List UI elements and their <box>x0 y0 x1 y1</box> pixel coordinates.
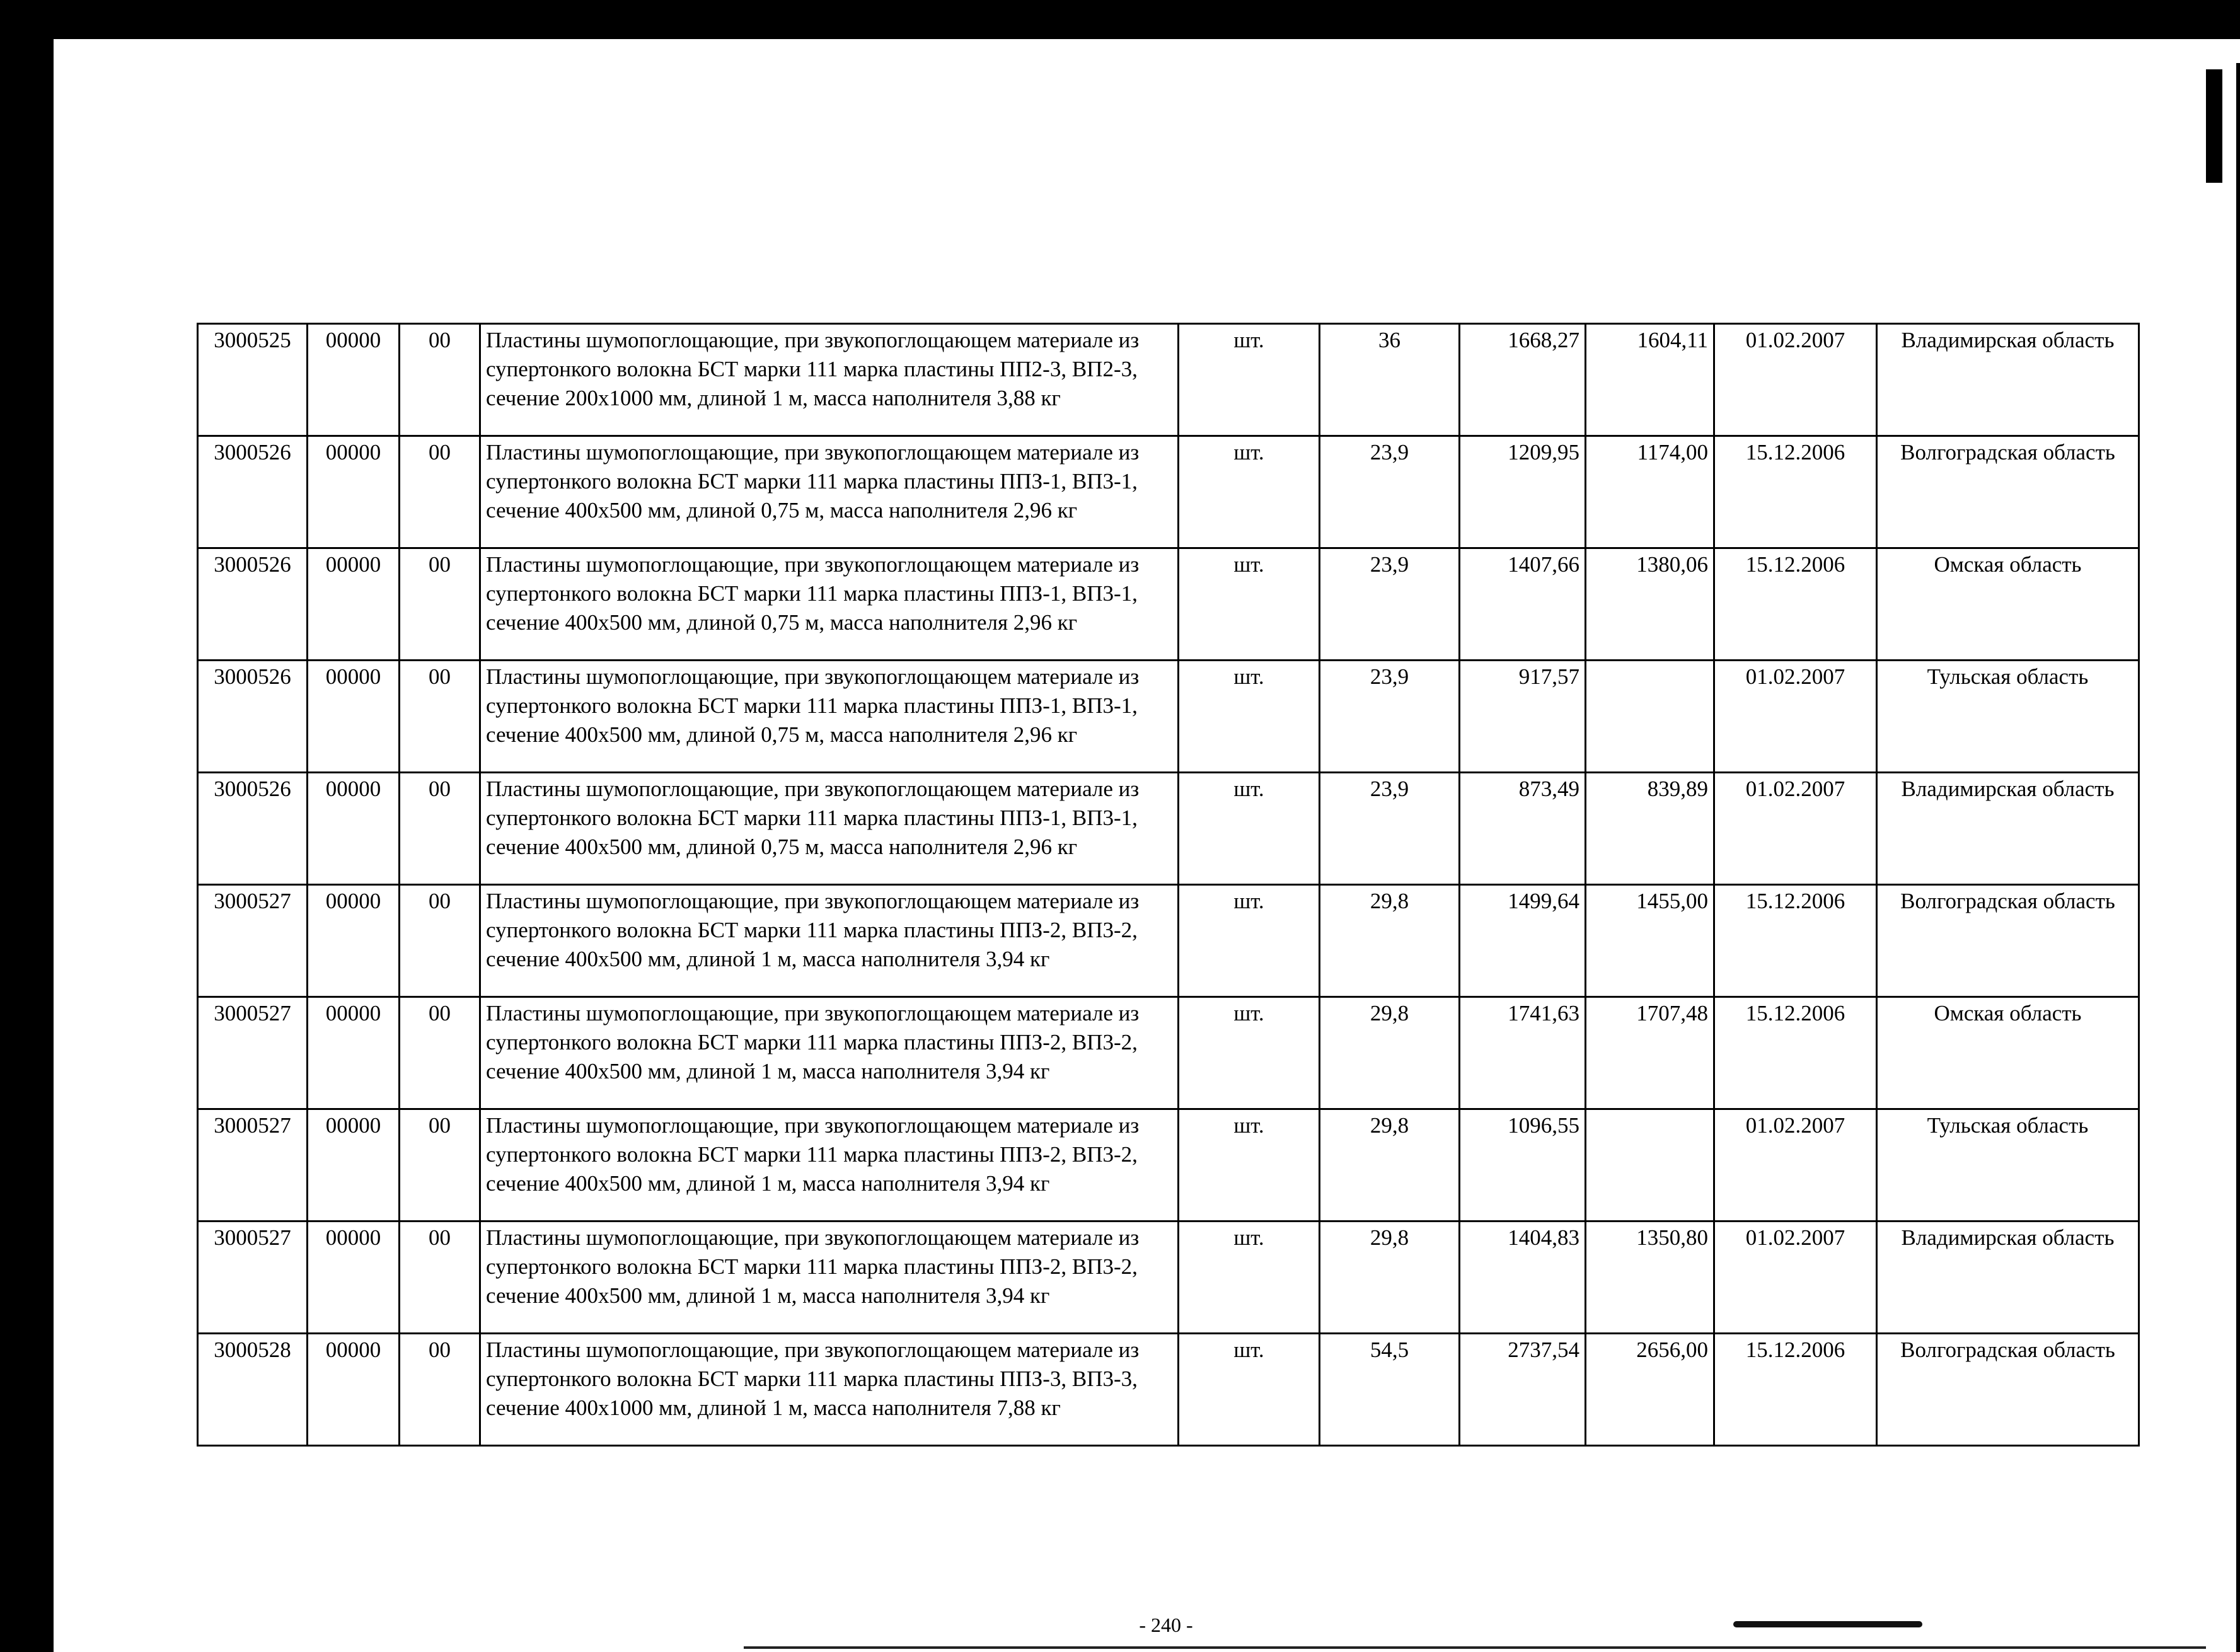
cell-price-1: 1741,63 <box>1460 997 1586 1109</box>
cell-mass: 23,9 <box>1320 548 1460 661</box>
cell-date: 15.12.2006 <box>1714 436 1877 548</box>
cell-unit: шт. <box>1179 1334 1320 1446</box>
scan-left-border <box>0 0 54 1652</box>
cell-mass: 29,8 <box>1320 1222 1460 1334</box>
cell-date: 01.02.2007 <box>1714 324 1877 436</box>
cell-group: 00000 <box>308 1222 400 1334</box>
cell-mass: 23,9 <box>1320 436 1460 548</box>
cell-subgroup: 00 <box>400 661 480 773</box>
cell-unit: шт. <box>1179 661 1320 773</box>
cell-name: Пластины шумопоглощающие, при звукопоглощающем материале из супертонкого волокна БСТ марки 111 марка пластины ППЗ-1, ВП3-1, сечение 400х500 мм, длиной 0,75 м, масса наполнителя 2,96 кг <box>480 661 1179 773</box>
cell-subgroup: 00 <box>400 997 480 1109</box>
cell-subgroup: 00 <box>400 324 480 436</box>
cell-price-2 <box>1586 661 1714 773</box>
table-row <box>198 1109 2139 1222</box>
cell-mass: 29,8 <box>1320 1109 1460 1222</box>
page-number: - 240 - <box>1139 1614 1193 1636</box>
cell-date: 01.02.2007 <box>1714 1109 1877 1222</box>
cell-name: Пластины шумопоглощающие, при звукопоглощающем материале из супертонкого волокна БСТ марки 111 марка пластины ППЗ-1, ВП3-1, сечение 400х500 мм, длиной 0,75 м, масса наполнителя 2,96 кг <box>480 436 1179 548</box>
cell-group: 00000 <box>308 773 400 885</box>
cell-code: 3000526 <box>198 548 308 661</box>
cell-region: Омская область <box>1877 997 2139 1109</box>
table-row <box>198 1222 2139 1334</box>
cell-region: Владимирская область <box>1877 324 2139 436</box>
cell-name: Пластины шумопоглощающие, при звукопоглощающем материале из супертонкого волокна БСТ марки 111 марка пластины ППЗ-2, ВП3-2, сечение 400х500 мм, длиной 1 м, масса наполнителя 3,94 кг <box>480 997 1179 1109</box>
cell-unit: шт. <box>1179 548 1320 661</box>
cell-region: Волгоградская область <box>1877 1334 2139 1446</box>
table-body <box>198 324 2139 1446</box>
scan-stamp-mark <box>1733 1621 1922 1627</box>
cell-name: Пластины шумопоглощающие, при звукопоглощающем материале из супертонкого волокна БСТ марки 111 марка пластины ППЗ-2, ВП3-2, сечение 400х500 мм, длиной 1 м, масса наполнителя 3,94 кг <box>480 1222 1179 1334</box>
scan-right-edge <box>2236 63 2240 1652</box>
scan-top-border <box>0 0 2240 39</box>
cell-name: Пластины шумопоглощающие, при звукопоглощающем материале из супертонкого волокна БСТ марки 111 марка пластины ППЗ-1, ВП3-1, сечение 400х500 мм, длиной 0,75 м, масса наполнителя 2,96 кг <box>480 773 1179 885</box>
table-row <box>198 1334 2139 1446</box>
cell-region: Тульская область <box>1877 661 2139 773</box>
cell-date: 01.02.2007 <box>1714 661 1877 773</box>
cell-region: Волгоградская область <box>1877 436 2139 548</box>
cell-price-2: 1455,00 <box>1586 885 1714 997</box>
cell-code: 3000527 <box>198 885 308 997</box>
cell-price-2: 1707,48 <box>1586 997 1714 1109</box>
cell-code: 3000526 <box>198 773 308 885</box>
cell-price-1: 2737,54 <box>1460 1334 1586 1446</box>
cell-price-2: 2656,00 <box>1586 1334 1714 1446</box>
cell-group: 00000 <box>308 324 400 436</box>
price-table <box>197 323 2140 1447</box>
cell-region: Омская область <box>1877 548 2139 661</box>
cell-date: 15.12.2006 <box>1714 885 1877 997</box>
cell-date: 01.02.2007 <box>1714 773 1877 885</box>
cell-code: 3000526 <box>198 661 308 773</box>
cell-unit: шт. <box>1179 997 1320 1109</box>
cell-region: Владимирская область <box>1877 773 2139 885</box>
cell-mass: 36 <box>1320 324 1460 436</box>
cell-name: Пластины шумопоглощающие, при звукопоглощающем материале из супертонкого волокна БСТ марки 111 марка пластины ППЗ-2, ВП3-2, сечение 400х500 мм, длиной 1 м, масса наполнителя 3,94 кг <box>480 885 1179 997</box>
cell-group: 00000 <box>308 548 400 661</box>
cell-region: Тульская область <box>1877 1109 2139 1222</box>
cell-mass: 23,9 <box>1320 773 1460 885</box>
cell-group: 00000 <box>308 997 400 1109</box>
cell-mass: 29,8 <box>1320 997 1460 1109</box>
cell-unit: шт. <box>1179 773 1320 885</box>
cell-price-2: 1350,80 <box>1586 1222 1714 1334</box>
table-row <box>198 997 2139 1109</box>
cell-name: Пластины шумопоглощающие, при звукопоглощающем материале из супертонкого волокна БСТ марки 111 марка пластины ППЗ-3, ВП3-3, сечение 400х1000 мм, длиной 1 м, масса наполнителя 7,88 кг <box>480 1334 1179 1446</box>
cell-region: Волгоградская область <box>1877 885 2139 997</box>
cell-price-2: 1604,11 <box>1586 324 1714 436</box>
cell-date: 01.02.2007 <box>1714 1222 1877 1334</box>
cell-price-1: 1096,55 <box>1460 1109 1586 1222</box>
cell-code: 3000527 <box>198 997 308 1109</box>
cell-name: Пластины шумопоглощающие, при звукопоглощающем материале из супертонкого волокна БСТ марки 111 марка пластины ППЗ-2, ВП3-2, сечение 400х500 мм, длиной 1 м, масса наполнителя 3,94 кг <box>480 1109 1179 1222</box>
cell-date: 15.12.2006 <box>1714 1334 1877 1446</box>
cell-subgroup: 00 <box>400 885 480 997</box>
cell-subgroup: 00 <box>400 1334 480 1446</box>
cell-price-2: 1174,00 <box>1586 436 1714 548</box>
cell-code: 3000528 <box>198 1334 308 1446</box>
cell-price-1: 1407,66 <box>1460 548 1586 661</box>
cell-price-1: 1209,95 <box>1460 436 1586 548</box>
cell-unit: шт. <box>1179 1222 1320 1334</box>
cell-unit: шт. <box>1179 436 1320 548</box>
cell-date: 15.12.2006 <box>1714 548 1877 661</box>
cell-price-1: 873,49 <box>1460 773 1586 885</box>
cell-name: Пластины шумопоглощающие, при звукопоглощающем материале из супертонкого волокна БСТ марки 111 марка пластины ПП2-3, ВП2-3, сечение 200х1000 мм, длиной 1 м, масса наполнителя 3,88 кг <box>480 324 1179 436</box>
cell-subgroup: 00 <box>400 1109 480 1222</box>
cell-group: 00000 <box>308 661 400 773</box>
cell-price-2: 1380,06 <box>1586 548 1714 661</box>
cell-price-2 <box>1586 1109 1714 1222</box>
cell-subgroup: 00 <box>400 436 480 548</box>
table-row <box>198 324 2139 436</box>
cell-price-1: 917,57 <box>1460 661 1586 773</box>
cell-unit: шт. <box>1179 324 1320 436</box>
cell-mass: 23,9 <box>1320 661 1460 773</box>
cell-code: 3000527 <box>198 1109 308 1222</box>
cell-region: Владимирская область <box>1877 1222 2139 1334</box>
cell-price-1: 1668,27 <box>1460 324 1586 436</box>
cell-mass: 54,5 <box>1320 1334 1460 1446</box>
cell-code: 3000527 <box>198 1222 308 1334</box>
cell-price-1: 1404,83 <box>1460 1222 1586 1334</box>
cell-group: 00000 <box>308 1109 400 1222</box>
cell-group: 00000 <box>308 885 400 997</box>
cell-price-2: 839,89 <box>1586 773 1714 885</box>
cell-price-1: 1499,64 <box>1460 885 1586 997</box>
cell-mass: 29,8 <box>1320 885 1460 997</box>
cell-subgroup: 00 <box>400 1222 480 1334</box>
table-row <box>198 548 2139 661</box>
scan-right-mark <box>2206 69 2222 183</box>
table-row <box>198 436 2139 548</box>
cell-code: 3000525 <box>198 324 308 436</box>
table-row <box>198 661 2139 773</box>
table-row <box>198 885 2139 997</box>
cell-date: 15.12.2006 <box>1714 997 1877 1109</box>
cell-code: 3000526 <box>198 436 308 548</box>
cell-name: Пластины шумопоглощающие, при звукопоглощающем материале из супертонкого волокна БСТ марки 111 марка пластины ППЗ-1, ВП3-1, сечение 400х500 мм, длиной 0,75 м, масса наполнителя 2,96 кг <box>480 548 1179 661</box>
scan-bottom-edge <box>744 1646 2206 1649</box>
table-row <box>198 773 2139 885</box>
cell-unit: шт. <box>1179 885 1320 997</box>
cell-unit: шт. <box>1179 1109 1320 1222</box>
cell-group: 00000 <box>308 1334 400 1446</box>
cell-group: 00000 <box>308 436 400 548</box>
cell-subgroup: 00 <box>400 773 480 885</box>
cell-subgroup: 00 <box>400 548 480 661</box>
